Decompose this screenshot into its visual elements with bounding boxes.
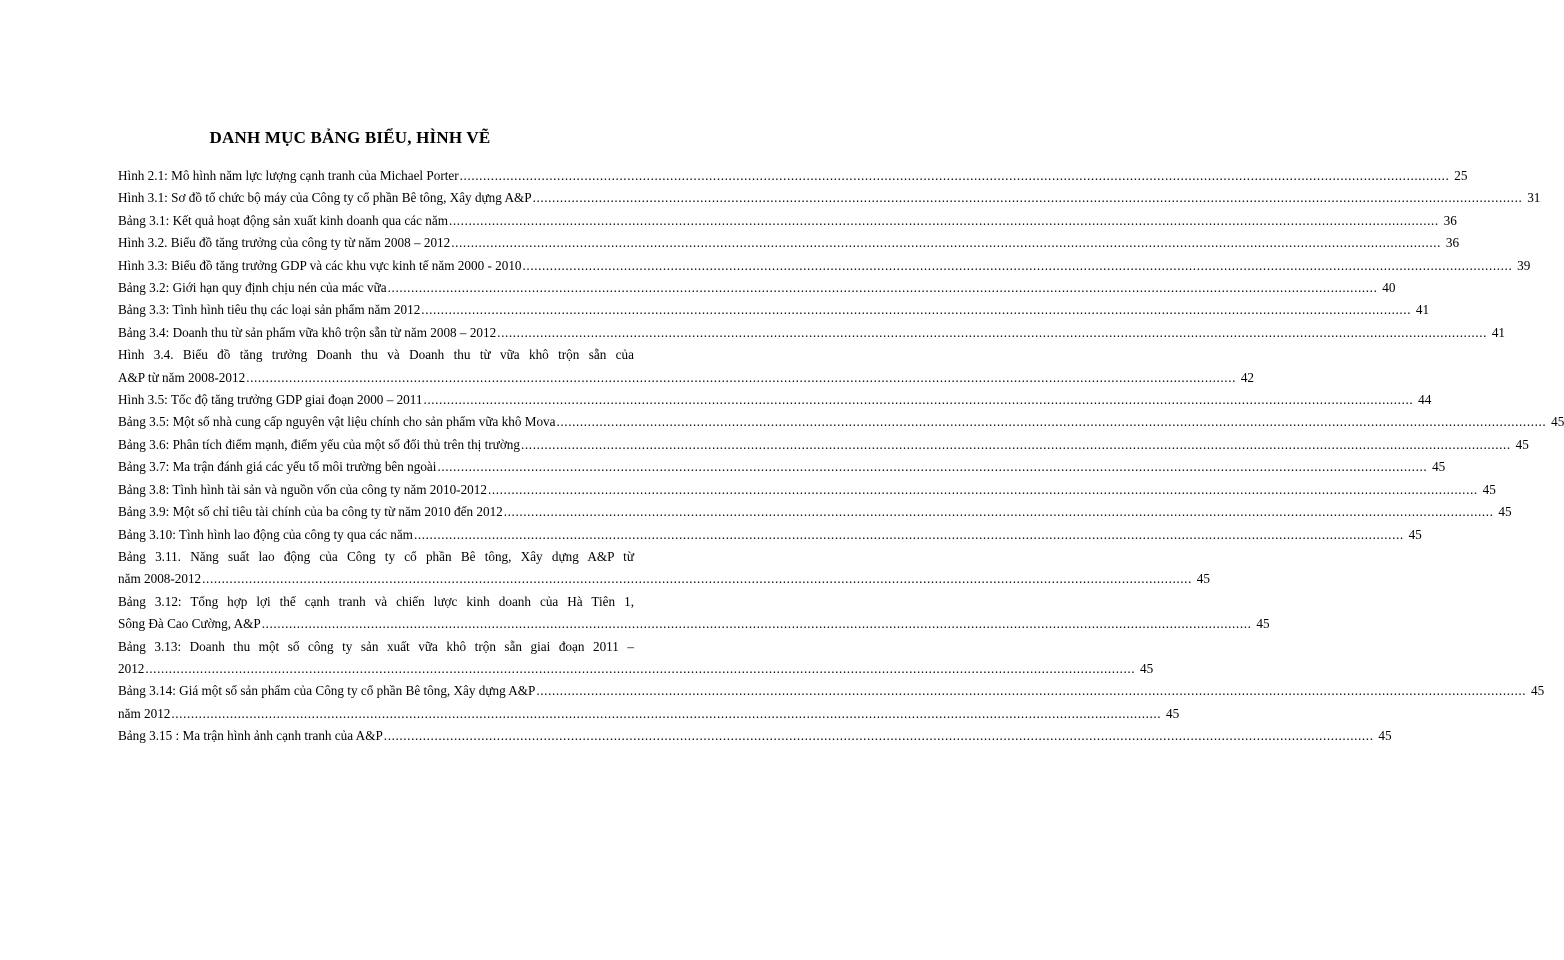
entry-title-continued: năm 2012	[118, 705, 171, 721]
entry-page-number: 25	[1454, 168, 1468, 183]
entry-title: Hình 3.4. Biểu đồ tăng trưởng Doanh thu và Doanh thu từ vữa khô trộn sẵn của	[118, 347, 634, 363]
toc-entry[interactable]	[118, 255, 1531, 277]
entry-page-number: 45	[1196, 571, 1210, 587]
toc-entry-line	[118, 434, 1529, 456]
toc-entry[interactable]	[118, 210, 1457, 232]
entry-title: Bảng 3.2: Giới hạn quy định chịu nén của mác vữa	[118, 280, 387, 296]
dot-leader	[533, 187, 1523, 209]
toc-entry-line	[118, 344, 634, 366]
dot-leader	[488, 479, 1478, 501]
entry-title: Hình 3.2. Biểu đồ tăng trưởng của công ty từ năm 2008 – 2012	[118, 235, 451, 251]
entry-page-number: 45	[1408, 526, 1422, 542]
entry-title: Bảng 3.10: Tình hình lao động của công ty qua các năm	[118, 526, 413, 542]
toc-entry-line	[118, 187, 1541, 209]
entry-page-number: 45	[1166, 705, 1180, 721]
entry-title: Bảng 3.11. Năng suất lao động của Công ty cổ phần Bê tông, Xây dựng A&P từ	[118, 548, 634, 564]
page-title: DANH MỤC BẢNG BIỂU, HÌNH VẼ	[209, 128, 491, 147]
entry-page-number: 42	[1240, 369, 1254, 385]
toc-entry-line	[118, 456, 1446, 478]
toc-entry-line	[118, 210, 1457, 232]
toc-entry[interactable]	[118, 187, 1541, 209]
entry-title-continued: 2012	[118, 660, 145, 676]
toc-entry-line	[118, 636, 634, 658]
entry-title: Bảng 3.9: Một số chỉ tiêu tài chính của ba công ty từ năm 2010 đến 2012	[118, 504, 503, 520]
toc-entry-line	[118, 725, 1392, 747]
toc-entry-line	[118, 165, 1468, 187]
toc-entry[interactable]	[118, 389, 1432, 411]
toc-entry[interactable]	[118, 434, 1529, 456]
entry-title: Bảng 3.7: Ma trận đánh giá các yếu tố môi trường bên ngoài	[118, 459, 437, 475]
toc-entry-line	[118, 299, 1430, 321]
entry-title: Bảng 3.1: Kết quả hoạt động sản xuất kinh doanh qua các năm	[118, 212, 448, 228]
dot-leader	[504, 501, 1494, 523]
dot-leader	[523, 255, 1513, 277]
dot-leader	[557, 411, 1547, 433]
entry-title: Hình 3.5: Tốc độ tăng trưởng GDP giai đoạn 2000 – 2011	[118, 392, 423, 408]
toc-entry[interactable]	[118, 725, 1392, 747]
toc-entry-line	[118, 479, 1496, 501]
entry-page-number: 36	[1443, 212, 1457, 228]
toc-entry[interactable]	[118, 636, 1154, 681]
toc-entry[interactable]	[118, 344, 1254, 389]
dot-leader	[246, 367, 1236, 389]
toc-entry[interactable]	[118, 299, 1430, 321]
toc-entry[interactable]	[118, 591, 1270, 636]
entry-title: Hình 3.1: Sơ đồ tổ chức bộ máy của Công ty cổ phần Bê tông, Xây dựng A&P	[118, 190, 532, 206]
dot-leader	[451, 232, 1441, 254]
toc-entry[interactable]	[118, 411, 1564, 433]
toc-entry-line	[118, 255, 1531, 277]
entry-page-number: 40	[1382, 280, 1396, 296]
dot-leader	[145, 658, 1135, 680]
entry-title: Bảng 3.5: Một số nhà cung cấp nguyên vật liệu chính cho sản phẩm vữa khô Mova	[118, 414, 556, 430]
toc-entry[interactable]	[118, 232, 1460, 254]
toc-entry-line	[118, 591, 634, 613]
entry-page-number: 45	[1432, 459, 1446, 475]
toc-entry[interactable]	[118, 277, 1396, 299]
entry-page-number: 45	[1378, 728, 1392, 744]
dot-leader	[388, 277, 1378, 299]
entry-page-number: 45	[1482, 481, 1496, 497]
dot-leader	[423, 389, 1413, 411]
toc-entry[interactable]	[118, 524, 1422, 546]
toc-entry-line	[118, 322, 1506, 344]
entry-page-number: 45	[1140, 660, 1154, 676]
toc-entry-line	[118, 501, 1512, 523]
entry-page-number: 45	[1531, 683, 1545, 699]
dot-leader	[449, 210, 1439, 232]
entry-page-number: 41	[1491, 324, 1506, 340]
entry-page-number: 45	[1551, 414, 1564, 430]
entry-title: Bảng 3.14: Giá một số sản phẩm của Công ty cổ phần Bê tông, Xây dựng A&P	[118, 683, 536, 699]
table-of-figures	[118, 165, 1564, 748]
entry-title: Bảng 3.13: Doanh thu một số công ty sản xuất vữa khô trộn sẵn giai đoạn 2011 –	[118, 638, 634, 654]
dot-leader	[171, 703, 1161, 725]
entry-title-continued: năm 2008-2012	[118, 571, 202, 587]
toc-entry-line	[118, 568, 1210, 590]
entry-title: Bảng 3.12: Tổng hợp lợi thế cạnh tranh và chiến lược kinh doanh của Hà Tiên 1,	[118, 593, 634, 609]
toc-entry-line	[118, 680, 1545, 702]
entry-page-number: 45	[1256, 616, 1270, 632]
toc-entry[interactable]	[118, 456, 1446, 478]
entry-title: Bảng 3.6: Phân tích điểm mạnh, điểm yếu của một số đối thủ trên thị trường	[118, 436, 520, 452]
dot-leader	[460, 165, 1450, 187]
dot-leader	[497, 322, 1487, 344]
entry-title-continued: A&P từ năm 2008-2012	[118, 369, 246, 385]
dot-leader	[536, 680, 1526, 702]
toc-entry[interactable]	[118, 165, 1468, 187]
toc-entry-line	[118, 367, 1254, 389]
entry-title: Bảng 3.8: Tình hình tài sản và nguồn vốn của công ty năm 2010-2012	[118, 481, 487, 497]
toc-entry-line	[118, 613, 1270, 635]
toc-entry[interactable]	[118, 501, 1512, 523]
dot-leader	[414, 524, 1404, 546]
entry-page-number: 36	[1445, 235, 1460, 251]
entry-page-number: 44	[1418, 392, 1432, 408]
entry-title: Bảng 3.15 : Ma trận hình ảnh cạnh tranh của A&P	[118, 728, 383, 744]
entry-title-continued: Sông Đà Cao Cường, A&P	[118, 616, 261, 632]
toc-entry-line	[118, 411, 1564, 433]
entry-page-number: 41	[1415, 302, 1430, 318]
toc-entry[interactable]	[118, 680, 1545, 725]
entry-title: Hình 2.1: Mô hình năm lực lượng cạnh tranh của Michael Porter	[118, 168, 459, 183]
toc-entry[interactable]	[118, 479, 1496, 501]
dot-leader	[421, 299, 1411, 321]
entry-title: Hình 3.3: Biểu đồ tăng trưởng GDP và các khu vực kinh tế năm 2000 - 2010	[118, 257, 522, 273]
toc-entry-line	[118, 389, 1432, 411]
dot-leader	[202, 568, 1192, 590]
entry-title: Bảng 3.3: Tình hình tiêu thụ các loại sản phẩm năm 2012	[118, 302, 421, 318]
toc-entry[interactable]	[118, 322, 1506, 344]
dot-leader	[521, 434, 1511, 456]
toc-entry-line	[118, 658, 1154, 680]
dot-leader	[437, 456, 1427, 478]
entry-page-number: 39	[1517, 257, 1531, 273]
toc-entry-line	[118, 546, 634, 568]
toc-entry-line	[118, 232, 1460, 254]
dot-leader	[384, 725, 1374, 747]
toc-entry-line	[118, 277, 1396, 299]
entry-page-number: 31	[1527, 190, 1541, 206]
entry-page-number: 45	[1498, 504, 1512, 520]
toc-entry-line	[118, 524, 1422, 546]
toc-entry-line	[118, 703, 1180, 725]
entry-page-number: 45	[1515, 436, 1529, 452]
dot-leader	[262, 613, 1252, 635]
toc-entry[interactable]	[118, 546, 1210, 591]
entry-title: Bảng 3.4: Doanh thu từ sản phẩm vữa khô trộn sẵn từ năm 2008 – 2012	[118, 324, 497, 340]
